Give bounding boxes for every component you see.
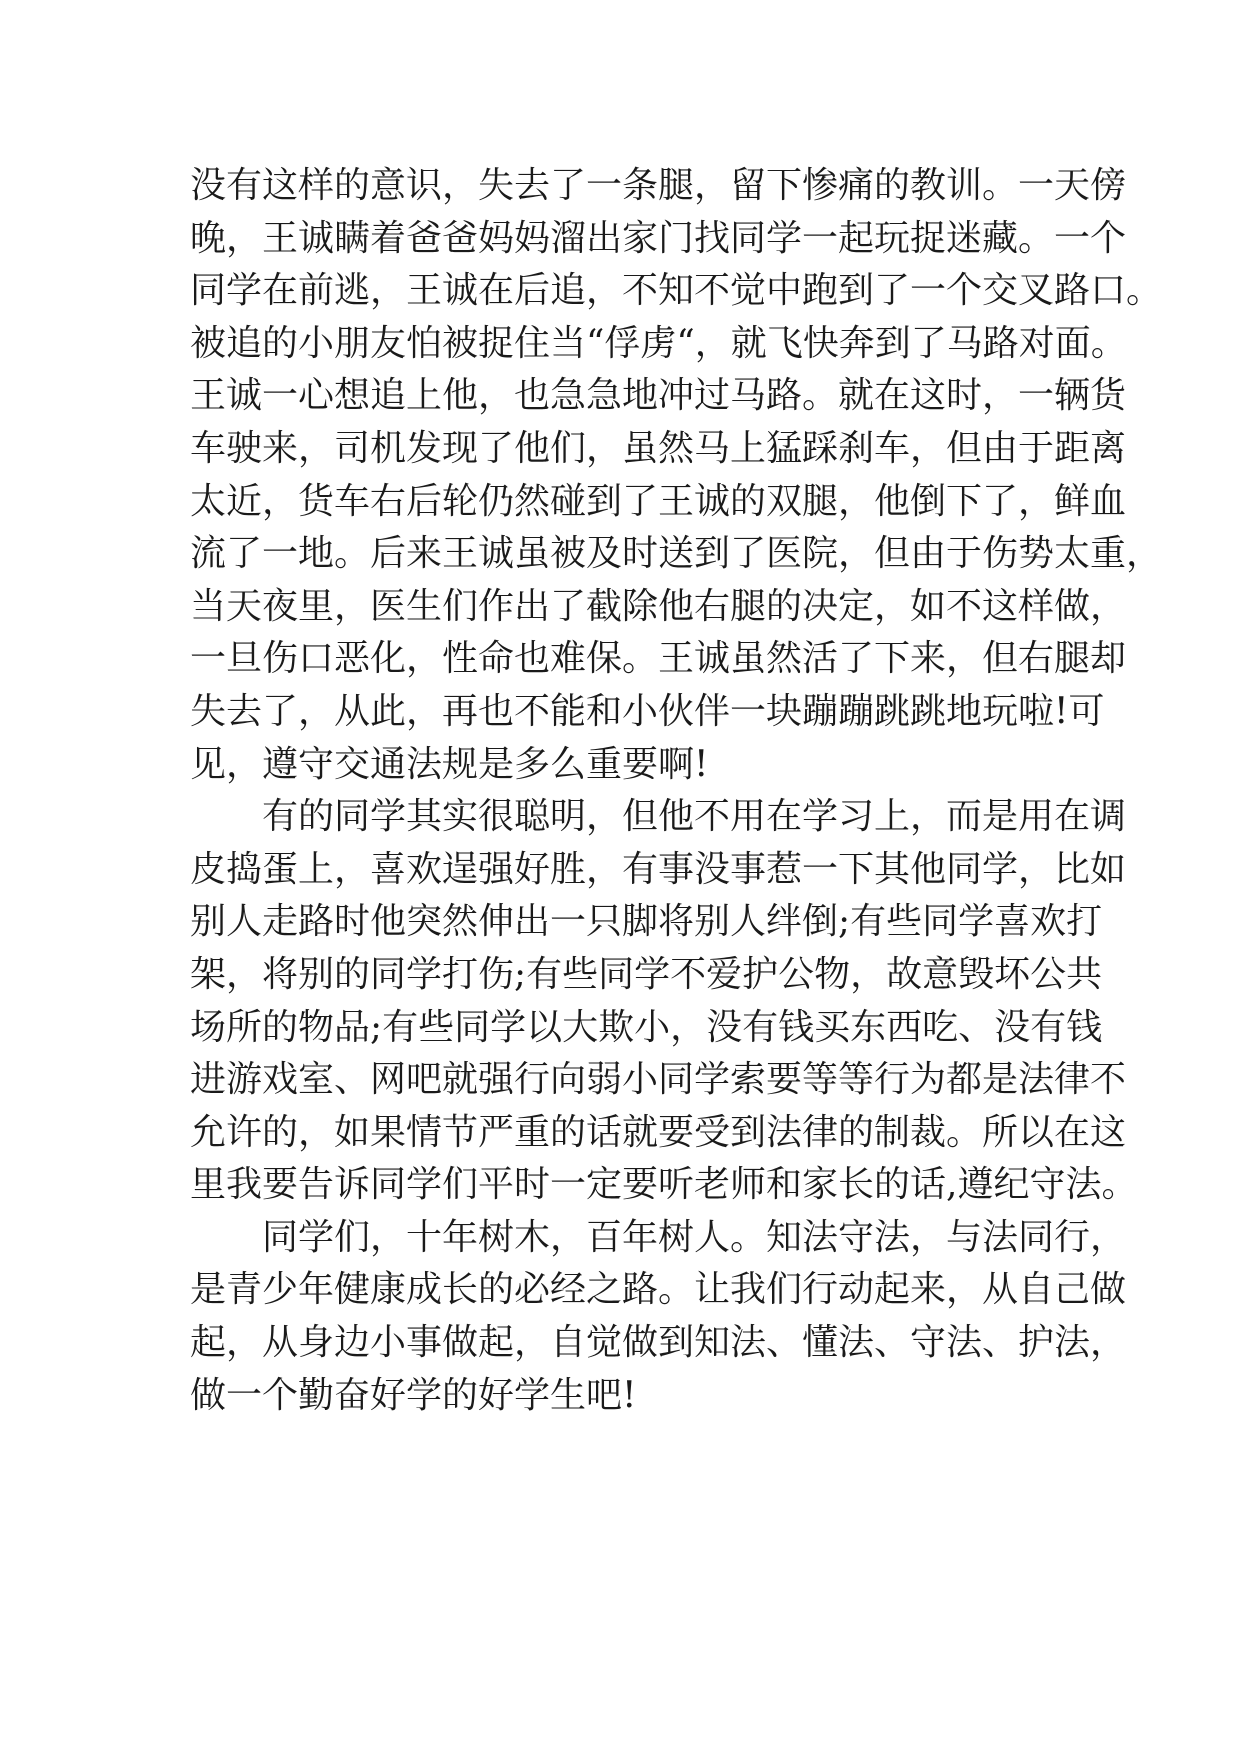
text-line: 晚，王诚瞒着爸爸妈妈溜出家门找同学一起玩捉迷藏。一个 xyxy=(190,217,1127,259)
text-line: 同学们，十年树木，百年树人。知法守法，与法同行， xyxy=(262,1216,1127,1258)
text-line: 被追的小朋友怕被捉住当“俘虏“，就飞快奔到了马路对面。 xyxy=(190,322,1127,364)
text-line: 王诚一心想追上他，也急急地冲过马路。就在这时，一辆货 xyxy=(190,375,1127,417)
text-line: 里我要告诉同学们平时一定要听老师和家长的话,遵纪守法。 xyxy=(190,1164,1138,1206)
text-line: 场所的物品;有些同学以大欺小，没有钱买东西吃、没有钱 xyxy=(190,1006,1103,1048)
text-line: 允许的，如果情节严重的话就要受到法律的制裁。所以在这 xyxy=(190,1111,1127,1153)
text-line: 同学在前逃，王诚在后追，不知不觉中跑到了一个交叉路口。 xyxy=(190,270,1163,312)
text-line: 有的同学其实很聪明，但他不用在学习上，而是用在调 xyxy=(262,796,1127,838)
text-line: 起，从身边小事做起，自觉做到知法、懂法、守法、护法， xyxy=(190,1322,1127,1364)
text-line: 进游戏室、网吧就强行向弱小同学索要等等行为都是法律不 xyxy=(190,1059,1127,1101)
text-line: 车驶来，司机发现了他们，虽然马上猛踩刹车，但由于距离 xyxy=(190,427,1127,469)
paragraph-misbehavior xyxy=(190,791,1138,1212)
text-line: 当天夜里，医生们作出了截除他右腿的决定，如不这样做， xyxy=(190,585,1127,627)
text-line: 流了一地。后来王诚虽被及时送到了医院，但由于伤势太重， xyxy=(190,533,1163,575)
text-line: 架，将别的同学打伤;有些同学不爱护公物，故意毁坏公共 xyxy=(190,953,1103,995)
text-line: 别人走路时他突然伸出一只脚将别人绊倒;有些同学喜欢打 xyxy=(190,901,1103,943)
text-line: 没有这样的意识，失去了一条腿，留下惨痛的教训。一天傍 xyxy=(190,165,1127,206)
text-line: 失去了，从此，再也不能和小伙伴一块蹦蹦跳跳地玩啦!可 xyxy=(190,690,1105,732)
text-line: 见，遵守交通法规是多么重要啊! xyxy=(190,743,709,785)
text-line: 太近，货车右后轮仍然碰到了王诚的双腿，他倒下了，鲜血 xyxy=(190,480,1127,522)
paragraph-conclusion xyxy=(190,1212,1127,1422)
text-line: 是青少年健康成长的必经之路。让我们行动起来，从自己做 xyxy=(190,1269,1127,1311)
paragraph-traffic-story xyxy=(190,160,1163,791)
document-body xyxy=(190,160,1163,1422)
text-line: 皮捣蛋上，喜欢逞强好胜，有事没事惹一下其他同学，比如 xyxy=(190,848,1127,890)
text-line: 做一个勤奋好学的好学生吧! xyxy=(190,1374,637,1416)
text-line: 一旦伤口恶化，性命也难保。王诚虽然活了下来，但右腿却 xyxy=(190,638,1127,680)
